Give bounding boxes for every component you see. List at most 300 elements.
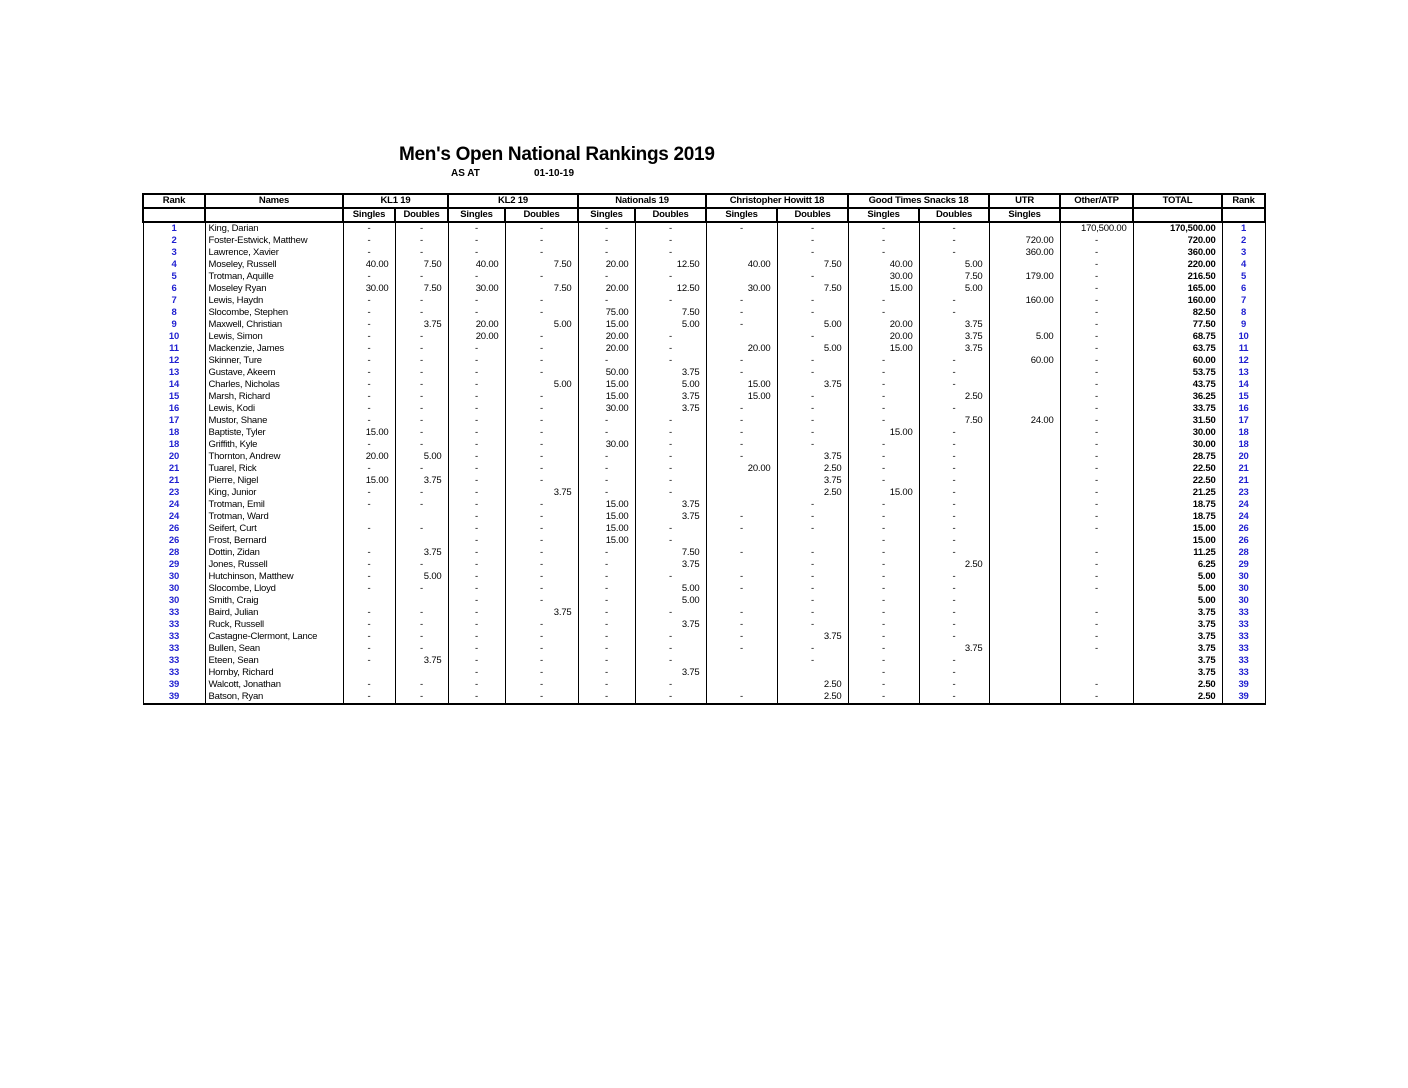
points-cell: - xyxy=(505,643,578,655)
points-cell: - xyxy=(848,691,919,704)
points-cell: - xyxy=(505,679,578,691)
points-cell: - xyxy=(706,511,777,523)
table-row xyxy=(143,247,1265,259)
rank-cell-right: 33 xyxy=(1222,607,1265,619)
rank-cell: 33 xyxy=(143,667,205,679)
points-cell: - xyxy=(505,235,578,247)
points-cell xyxy=(989,319,1060,331)
points-cell xyxy=(989,499,1060,511)
points-cell xyxy=(706,487,777,499)
points-cell: - xyxy=(706,619,777,631)
rank-cell: 13 xyxy=(143,367,205,379)
points-cell: - xyxy=(848,607,919,619)
points-cell: - xyxy=(635,439,706,451)
total-cell: 3.75 xyxy=(1133,607,1222,619)
points-cell: - xyxy=(395,643,448,655)
points-cell: - xyxy=(1060,403,1133,415)
points-cell: 7.50 xyxy=(395,259,448,271)
points-cell: 30.00 xyxy=(706,283,777,295)
points-cell: - xyxy=(395,367,448,379)
rank-cell-right: 21 xyxy=(1222,463,1265,475)
points-cell: - xyxy=(395,583,448,595)
points-cell: - xyxy=(448,343,505,355)
points-cell: - xyxy=(777,271,848,283)
points-cell: - xyxy=(343,439,395,451)
points-cell: - xyxy=(578,691,635,704)
points-cell: - xyxy=(1060,355,1133,367)
points-cell xyxy=(989,691,1060,704)
points-cell: - xyxy=(635,427,706,439)
points-cell: - xyxy=(505,367,578,379)
points-cell: 30.00 xyxy=(578,403,635,415)
points-cell: - xyxy=(848,643,919,655)
total-cell: 77.50 xyxy=(1133,319,1222,331)
player-name: Batson, Ryan xyxy=(205,691,343,704)
as-at-date: 01-10-19 xyxy=(534,168,575,179)
points-cell: - xyxy=(448,427,505,439)
points-cell: 20.00 xyxy=(448,319,505,331)
total-cell: 11.25 xyxy=(1133,547,1222,559)
points-cell xyxy=(989,391,1060,403)
points-cell xyxy=(343,535,395,547)
points-cell: 5.00 xyxy=(919,259,989,271)
points-cell: - xyxy=(505,331,578,343)
player-name: Marsh, Richard xyxy=(205,391,343,403)
total-cell: 60.00 xyxy=(1133,355,1222,367)
table-row xyxy=(143,523,1265,535)
points-cell: - xyxy=(1060,511,1133,523)
rank-cell: 30 xyxy=(143,571,205,583)
points-cell: - xyxy=(635,523,706,535)
points-cell: - xyxy=(578,667,635,679)
points-cell: 15.00 xyxy=(578,523,635,535)
points-cell: 75.00 xyxy=(578,307,635,319)
points-cell: - xyxy=(919,667,989,679)
rank-cell-right: 6 xyxy=(1222,283,1265,295)
points-cell: - xyxy=(777,643,848,655)
points-cell: - xyxy=(505,583,578,595)
total-cell: 165.00 xyxy=(1133,283,1222,295)
points-cell: - xyxy=(919,427,989,439)
points-cell: - xyxy=(706,523,777,535)
points-cell xyxy=(989,427,1060,439)
points-cell: 2.50 xyxy=(919,391,989,403)
total-cell: 33.75 xyxy=(1133,403,1222,415)
rank-cell: 15 xyxy=(143,391,205,403)
points-cell: - xyxy=(343,643,395,655)
points-cell: 5.00 xyxy=(635,319,706,331)
points-cell: - xyxy=(706,643,777,655)
player-name: Thornton, Andrew xyxy=(205,451,343,463)
rank-cell-right: 17 xyxy=(1222,415,1265,427)
points-cell: - xyxy=(777,439,848,451)
points-cell: - xyxy=(343,571,395,583)
points-cell: - xyxy=(578,619,635,631)
table-row xyxy=(143,547,1265,559)
points-cell xyxy=(706,271,777,283)
header-nationals: Nationals 19 xyxy=(578,194,706,208)
points-cell: - xyxy=(505,475,578,487)
table-row xyxy=(143,487,1265,499)
points-cell xyxy=(989,559,1060,571)
points-cell: - xyxy=(578,631,635,643)
points-cell: - xyxy=(395,379,448,391)
points-cell: - xyxy=(505,499,578,511)
points-cell: - xyxy=(395,691,448,704)
points-cell: - xyxy=(777,355,848,367)
table-row xyxy=(143,343,1265,355)
header-kl1: KL1 19 xyxy=(343,194,448,208)
points-cell: - xyxy=(919,367,989,379)
points-cell: - xyxy=(919,499,989,511)
rank-cell-right: 33 xyxy=(1222,619,1265,631)
points-cell: - xyxy=(448,547,505,559)
points-cell: - xyxy=(777,571,848,583)
points-cell: - xyxy=(848,391,919,403)
rank-cell-right: 16 xyxy=(1222,403,1265,415)
points-cell: - xyxy=(919,691,989,704)
player-name: Lawrence, Xavier xyxy=(205,247,343,259)
points-cell: 7.50 xyxy=(395,283,448,295)
points-cell: 5.00 xyxy=(635,379,706,391)
points-cell: - xyxy=(848,451,919,463)
points-cell: - xyxy=(635,535,706,547)
rank-cell-right: 30 xyxy=(1222,571,1265,583)
points-cell: - xyxy=(706,451,777,463)
points-cell xyxy=(706,331,777,343)
points-cell: - xyxy=(448,295,505,307)
points-cell: - xyxy=(706,691,777,704)
points-cell: - xyxy=(578,559,635,571)
rank-cell-right: 33 xyxy=(1222,631,1265,643)
points-cell: - xyxy=(1060,631,1133,643)
points-cell: 3.75 xyxy=(777,451,848,463)
points-cell xyxy=(989,222,1060,235)
points-cell: - xyxy=(448,475,505,487)
points-cell: - xyxy=(848,415,919,427)
rank-cell-right: 2 xyxy=(1222,235,1265,247)
rank-cell-right: 28 xyxy=(1222,547,1265,559)
points-cell xyxy=(395,535,448,547)
total-cell: 30.00 xyxy=(1133,427,1222,439)
table-row xyxy=(143,595,1265,607)
points-cell: - xyxy=(1060,559,1133,571)
points-cell: - xyxy=(635,451,706,463)
points-cell xyxy=(395,667,448,679)
points-cell xyxy=(706,247,777,259)
points-cell xyxy=(989,367,1060,379)
points-cell: - xyxy=(578,643,635,655)
table-row xyxy=(143,607,1265,619)
points-cell: - xyxy=(848,222,919,235)
points-cell xyxy=(395,595,448,607)
player-name: Pierre, Nigel xyxy=(205,475,343,487)
points-cell: - xyxy=(395,619,448,631)
points-cell: - xyxy=(343,499,395,511)
points-cell: - xyxy=(505,403,578,415)
points-cell: - xyxy=(505,451,578,463)
rank-cell: 39 xyxy=(143,679,205,691)
player-name: Seifert, Curt xyxy=(205,523,343,535)
player-name: King, Darian xyxy=(205,222,343,235)
points-cell: - xyxy=(395,271,448,283)
points-cell: - xyxy=(343,487,395,499)
table-row xyxy=(143,643,1265,655)
points-cell: - xyxy=(777,583,848,595)
points-cell: 7.50 xyxy=(505,283,578,295)
points-cell: 20.00 xyxy=(848,319,919,331)
points-cell: - xyxy=(505,667,578,679)
points-cell: - xyxy=(777,391,848,403)
points-cell: 15.00 xyxy=(578,535,635,547)
points-cell xyxy=(1060,667,1133,679)
points-cell: - xyxy=(848,595,919,607)
points-cell: - xyxy=(635,331,706,343)
table-row xyxy=(143,331,1265,343)
points-cell: - xyxy=(1060,379,1133,391)
header-blank xyxy=(143,208,205,222)
points-cell: - xyxy=(448,619,505,631)
total-cell: 15.00 xyxy=(1133,523,1222,535)
points-cell: - xyxy=(505,439,578,451)
points-cell: - xyxy=(448,307,505,319)
total-cell: 43.75 xyxy=(1133,379,1222,391)
points-cell xyxy=(343,667,395,679)
points-cell xyxy=(989,487,1060,499)
points-cell: - xyxy=(635,295,706,307)
points-cell: 15.00 xyxy=(706,379,777,391)
points-cell: 40.00 xyxy=(706,259,777,271)
points-cell: - xyxy=(848,619,919,631)
rank-cell: 21 xyxy=(143,463,205,475)
points-cell xyxy=(989,523,1060,535)
points-cell: - xyxy=(848,511,919,523)
table-row xyxy=(143,511,1265,523)
points-cell: 20.00 xyxy=(706,343,777,355)
rank-cell: 2 xyxy=(143,235,205,247)
points-cell: 30.00 xyxy=(848,271,919,283)
table-row xyxy=(143,631,1265,643)
player-name: Lewis, Simon xyxy=(205,331,343,343)
header-doubles: Doubles xyxy=(395,208,448,222)
points-cell: - xyxy=(505,619,578,631)
points-cell: 30.00 xyxy=(343,283,395,295)
points-cell: - xyxy=(1060,343,1133,355)
points-cell: - xyxy=(1060,307,1133,319)
rank-cell: 6 xyxy=(143,283,205,295)
points-cell: - xyxy=(395,559,448,571)
points-cell: 2.50 xyxy=(777,691,848,704)
rank-cell-right: 30 xyxy=(1222,595,1265,607)
points-cell: - xyxy=(635,271,706,283)
points-cell: 3.75 xyxy=(395,547,448,559)
points-cell: - xyxy=(1060,451,1133,463)
total-cell: 18.75 xyxy=(1133,511,1222,523)
points-cell: - xyxy=(448,571,505,583)
rank-cell-right: 20 xyxy=(1222,451,1265,463)
points-cell xyxy=(989,307,1060,319)
points-cell: - xyxy=(448,451,505,463)
points-cell: 7.50 xyxy=(635,307,706,319)
header-singles: Singles xyxy=(578,208,635,222)
header-good-times-snacks: Good Times Snacks 18 xyxy=(848,194,989,208)
header-christopher-howitt: Christopher Howitt 18 xyxy=(706,194,848,208)
player-name: Baptiste, Tyler xyxy=(205,427,343,439)
points-cell xyxy=(989,643,1060,655)
points-cell: 20.00 xyxy=(343,451,395,463)
points-cell: - xyxy=(848,523,919,535)
total-cell: 360.00 xyxy=(1133,247,1222,259)
points-cell: - xyxy=(1060,235,1133,247)
rank-cell: 33 xyxy=(143,631,205,643)
table-row xyxy=(143,271,1265,283)
points-cell xyxy=(1060,655,1133,667)
points-cell: - xyxy=(395,343,448,355)
header-doubles: Doubles xyxy=(777,208,848,222)
total-cell: 5.00 xyxy=(1133,583,1222,595)
points-cell: 20.00 xyxy=(578,331,635,343)
table-row xyxy=(143,679,1265,691)
points-cell: 20.00 xyxy=(706,463,777,475)
total-cell: 63.75 xyxy=(1133,343,1222,355)
points-cell: - xyxy=(777,222,848,235)
rank-cell: 14 xyxy=(143,379,205,391)
points-cell: - xyxy=(448,643,505,655)
points-cell: - xyxy=(505,355,578,367)
points-cell: - xyxy=(777,559,848,571)
points-cell: - xyxy=(848,547,919,559)
rank-cell-right: 7 xyxy=(1222,295,1265,307)
page-title: Men's Open National Rankings 2019 xyxy=(399,144,715,165)
points-cell: - xyxy=(635,475,706,487)
points-cell: - xyxy=(1060,475,1133,487)
points-cell: - xyxy=(777,547,848,559)
points-cell: - xyxy=(777,415,848,427)
rank-cell: 18 xyxy=(143,427,205,439)
points-cell: - xyxy=(706,427,777,439)
table-row xyxy=(143,403,1265,415)
points-cell: 40.00 xyxy=(848,259,919,271)
points-cell: - xyxy=(505,631,578,643)
points-cell xyxy=(777,535,848,547)
points-cell xyxy=(989,343,1060,355)
points-cell: - xyxy=(395,247,448,259)
points-cell: 15.00 xyxy=(578,379,635,391)
total-cell: 160.00 xyxy=(1133,295,1222,307)
rankings-table xyxy=(142,193,1266,705)
points-cell: - xyxy=(706,571,777,583)
points-cell: - xyxy=(505,463,578,475)
points-cell: - xyxy=(448,379,505,391)
player-name: Smith, Craig xyxy=(205,595,343,607)
rank-cell: 33 xyxy=(143,643,205,655)
points-cell: 15.00 xyxy=(578,499,635,511)
points-cell: - xyxy=(919,295,989,307)
rank-cell: 24 xyxy=(143,499,205,511)
points-cell: - xyxy=(343,619,395,631)
rank-cell-right: 21 xyxy=(1222,475,1265,487)
rank-cell: 23 xyxy=(143,487,205,499)
points-cell: - xyxy=(505,691,578,704)
points-cell: - xyxy=(777,655,848,667)
points-cell: - xyxy=(578,595,635,607)
points-cell: - xyxy=(1060,247,1133,259)
points-cell: - xyxy=(635,222,706,235)
points-cell: - xyxy=(343,367,395,379)
player-name: Griffith, Kyle xyxy=(205,439,343,451)
points-cell: - xyxy=(448,487,505,499)
points-cell: - xyxy=(578,427,635,439)
points-cell: - xyxy=(848,499,919,511)
points-cell: 2.50 xyxy=(777,463,848,475)
points-cell: - xyxy=(395,403,448,415)
points-cell: - xyxy=(1060,499,1133,511)
points-cell: - xyxy=(448,559,505,571)
points-cell: 5.00 xyxy=(989,331,1060,343)
player-name: Frost, Bernard xyxy=(205,535,343,547)
points-cell: - xyxy=(578,655,635,667)
points-cell: - xyxy=(706,439,777,451)
total-cell: 68.75 xyxy=(1133,331,1222,343)
rank-cell: 39 xyxy=(143,691,205,704)
points-cell: - xyxy=(448,607,505,619)
points-cell: 7.50 xyxy=(777,283,848,295)
header-singles: Singles xyxy=(448,208,505,222)
points-cell: - xyxy=(919,439,989,451)
points-cell: - xyxy=(343,463,395,475)
total-cell: 5.00 xyxy=(1133,595,1222,607)
points-cell: - xyxy=(706,319,777,331)
points-cell: 2.50 xyxy=(919,559,989,571)
as-at-label: AS AT xyxy=(451,168,480,179)
points-cell: 3.75 xyxy=(635,391,706,403)
points-cell: 5.00 xyxy=(395,571,448,583)
total-cell: 2.50 xyxy=(1133,679,1222,691)
points-cell: 3.75 xyxy=(919,643,989,655)
points-cell: - xyxy=(505,343,578,355)
points-cell: - xyxy=(505,655,578,667)
player-name: Skinner, Ture xyxy=(205,355,343,367)
points-cell: 7.50 xyxy=(919,271,989,283)
points-cell: - xyxy=(343,319,395,331)
points-cell: - xyxy=(635,631,706,643)
points-cell: - xyxy=(343,247,395,259)
rank-cell-right: 3 xyxy=(1222,247,1265,259)
points-cell: - xyxy=(635,691,706,704)
points-cell: 3.75 xyxy=(635,403,706,415)
player-name: Foster-Estwick, Matthew xyxy=(205,235,343,247)
points-cell: - xyxy=(395,631,448,643)
points-cell: - xyxy=(1060,463,1133,475)
points-cell: - xyxy=(448,691,505,704)
rank-cell: 26 xyxy=(143,523,205,535)
rank-cell: 33 xyxy=(143,619,205,631)
points-cell: - xyxy=(1060,547,1133,559)
table-row xyxy=(143,259,1265,271)
points-cell xyxy=(989,283,1060,295)
player-name: Mackenzie, James xyxy=(205,343,343,355)
points-cell: - xyxy=(505,222,578,235)
points-cell: - xyxy=(1060,643,1133,655)
points-cell: 12.50 xyxy=(635,259,706,271)
points-cell: - xyxy=(848,403,919,415)
points-cell: - xyxy=(395,487,448,499)
points-cell: - xyxy=(919,571,989,583)
header-row-groups xyxy=(143,194,1265,208)
player-name: King, Junior xyxy=(205,487,343,499)
rank-cell-right: 18 xyxy=(1222,439,1265,451)
player-name: Trotman, Ward xyxy=(205,511,343,523)
